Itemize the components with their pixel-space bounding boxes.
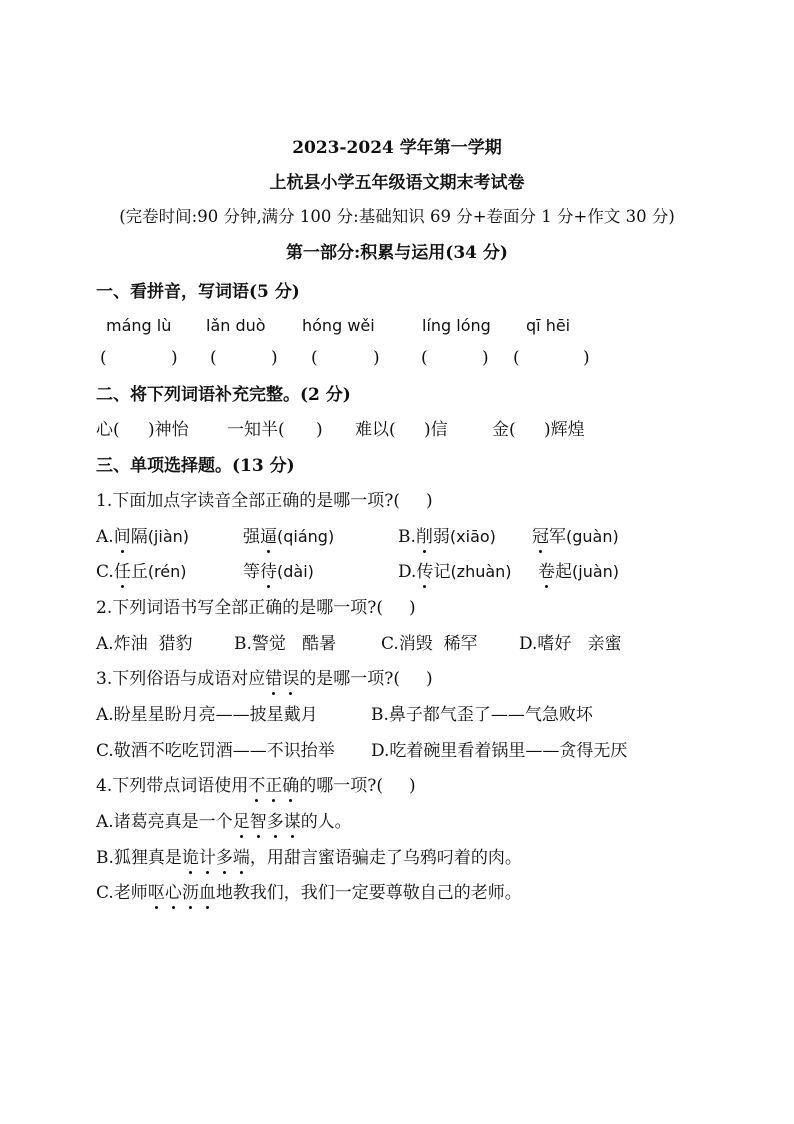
- fill-1-pre: 心(: [96, 420, 120, 440]
- blank-close-3: ): [373, 348, 380, 368]
- q3-option-b: B.鼻子都气歪了——气急败坏: [371, 705, 593, 725]
- dotted-char: 呕: [147, 883, 165, 903]
- q1-stem: 1.下面加点字读音全部正确的是哪一项?( ): [96, 491, 433, 511]
- fill-3-pre: 难以(: [355, 420, 396, 440]
- dotted-char: 诡: [181, 848, 199, 868]
- pinyin-3: hóng wěi: [302, 316, 375, 335]
- dotted-char: 卷: [538, 562, 555, 582]
- q1-option-a: A.间隔(jiàn): [96, 527, 190, 547]
- dotted-char: 确: [282, 776, 300, 796]
- dotted-char: 待: [260, 562, 277, 582]
- dotted-char: 冠: [532, 527, 549, 547]
- dotted-char: 沥: [181, 883, 199, 903]
- q1-option-b-word2: 冠军(guàn): [532, 527, 619, 547]
- dotted-char: 多: [266, 812, 284, 832]
- dotted-char: 间: [113, 527, 131, 547]
- fill-1-post: )神怡: [148, 420, 189, 440]
- pinyin-2: lǎn duò: [206, 316, 266, 335]
- blank-close-4: ): [482, 348, 489, 368]
- fill-2-pre: 一知半(: [227, 420, 285, 440]
- dotted-char: 传: [416, 562, 434, 582]
- pinyin-4: líng lóng: [422, 316, 491, 335]
- exam-title: 上杭县小学五年级语文期末考试卷: [269, 173, 525, 193]
- section1-heading: 一、看拼音，写词语(5 分): [96, 282, 300, 302]
- section3-heading: 三、单项选择题。(13 分): [96, 456, 295, 476]
- blank-open-2: (: [210, 348, 217, 368]
- pinyin-1: máng lù: [106, 316, 172, 335]
- fill-4-post: )辉煌: [544, 420, 585, 440]
- q1-option-c-word2: 等待(dài): [243, 562, 314, 582]
- fill-2-post: ): [316, 420, 323, 440]
- dotted-char: 血: [198, 883, 216, 903]
- q4-stem: 4.下列带点词语使用不正确的哪一项?( ): [96, 776, 416, 796]
- blank-open-1: (: [100, 348, 107, 368]
- dotted-char: 谋: [283, 812, 301, 832]
- q2-option-d: D.嗜好 亲蜜: [519, 634, 622, 654]
- q4-option-c: C.老师呕心沥血地教我们，我们一定要尊敬自己的老师。: [96, 883, 522, 903]
- q4-option-b: B.狐狸真是诡计多端，用甜言蜜语骗走了乌鸦叼着的肉。: [96, 848, 522, 868]
- blank-open-4: (: [421, 348, 428, 368]
- dotted-char: 端: [232, 848, 250, 868]
- blank-open-5: (: [513, 348, 520, 368]
- blank-close-1: ): [171, 348, 178, 368]
- dotted-char: 错: [265, 669, 283, 689]
- dotted-char: 正: [265, 776, 283, 796]
- q2-option-c: C.消毁 稀罕: [381, 634, 478, 654]
- dotted-char: 削: [415, 527, 433, 547]
- dotted-char: 逼: [260, 527, 277, 547]
- dotted-char: 不: [248, 776, 266, 796]
- q2-option-b: B.警觉 酷暑: [234, 634, 337, 654]
- dotted-char: 误: [282, 669, 300, 689]
- exam-info: (完卷时间:90 分钟,满分 100 分:基础知识 69 分+卷面分 1 分+作文 30 分): [119, 207, 675, 226]
- dotted-char: 智: [249, 812, 267, 832]
- section2-heading: 二、将下列词语补充完整。(2 分): [96, 385, 351, 405]
- q1-option-d-word2: 卷起(juàn): [538, 562, 620, 582]
- q1-option-b: B.削弱(xiāo): [398, 527, 496, 547]
- dotted-char: 足: [232, 812, 250, 832]
- q3-stem: 3.下列俗语与成语对应错误的是哪一项?( ): [96, 669, 433, 689]
- blank-close-2: ): [271, 348, 278, 368]
- term-title: 2023-2024 学年第一学期: [292, 138, 502, 158]
- q2-option-a: A.炸油 猎豹: [96, 634, 193, 654]
- q3-option-c: C.敬酒不吃吃罚酒——不识抬举: [96, 741, 335, 761]
- q1-option-a-word2: 强逼(qiáng): [243, 527, 335, 547]
- q2-stem: 2.下列词语书写全部正确的是哪一项?( ): [96, 598, 416, 618]
- q1-option-d: D.传记(zhuàn): [398, 562, 512, 582]
- part-title: 第一部分:积累与运用(34 分): [286, 243, 508, 263]
- dotted-char: 任: [113, 562, 131, 582]
- q1-option-c: C.任丘(rén): [96, 562, 187, 582]
- q4-option-a: A.诸葛亮真是一个足智多谋的人。: [96, 812, 352, 832]
- dotted-char: 计: [198, 848, 216, 868]
- fill-4-pre: 金(: [492, 420, 516, 440]
- blank-open-3: (: [311, 348, 318, 368]
- dotted-char: 心: [164, 883, 182, 903]
- dotted-char: 多: [215, 848, 233, 868]
- blank-close-5: ): [583, 348, 590, 368]
- fill-3-post: )信: [424, 420, 448, 440]
- q3-option-a: A.盼星星盼月亮——披星戴月: [96, 705, 318, 725]
- q3-option-d: D.吃着碗里看着锅里——贪得无厌: [371, 741, 628, 761]
- pinyin-5: qī hēi: [526, 316, 571, 335]
